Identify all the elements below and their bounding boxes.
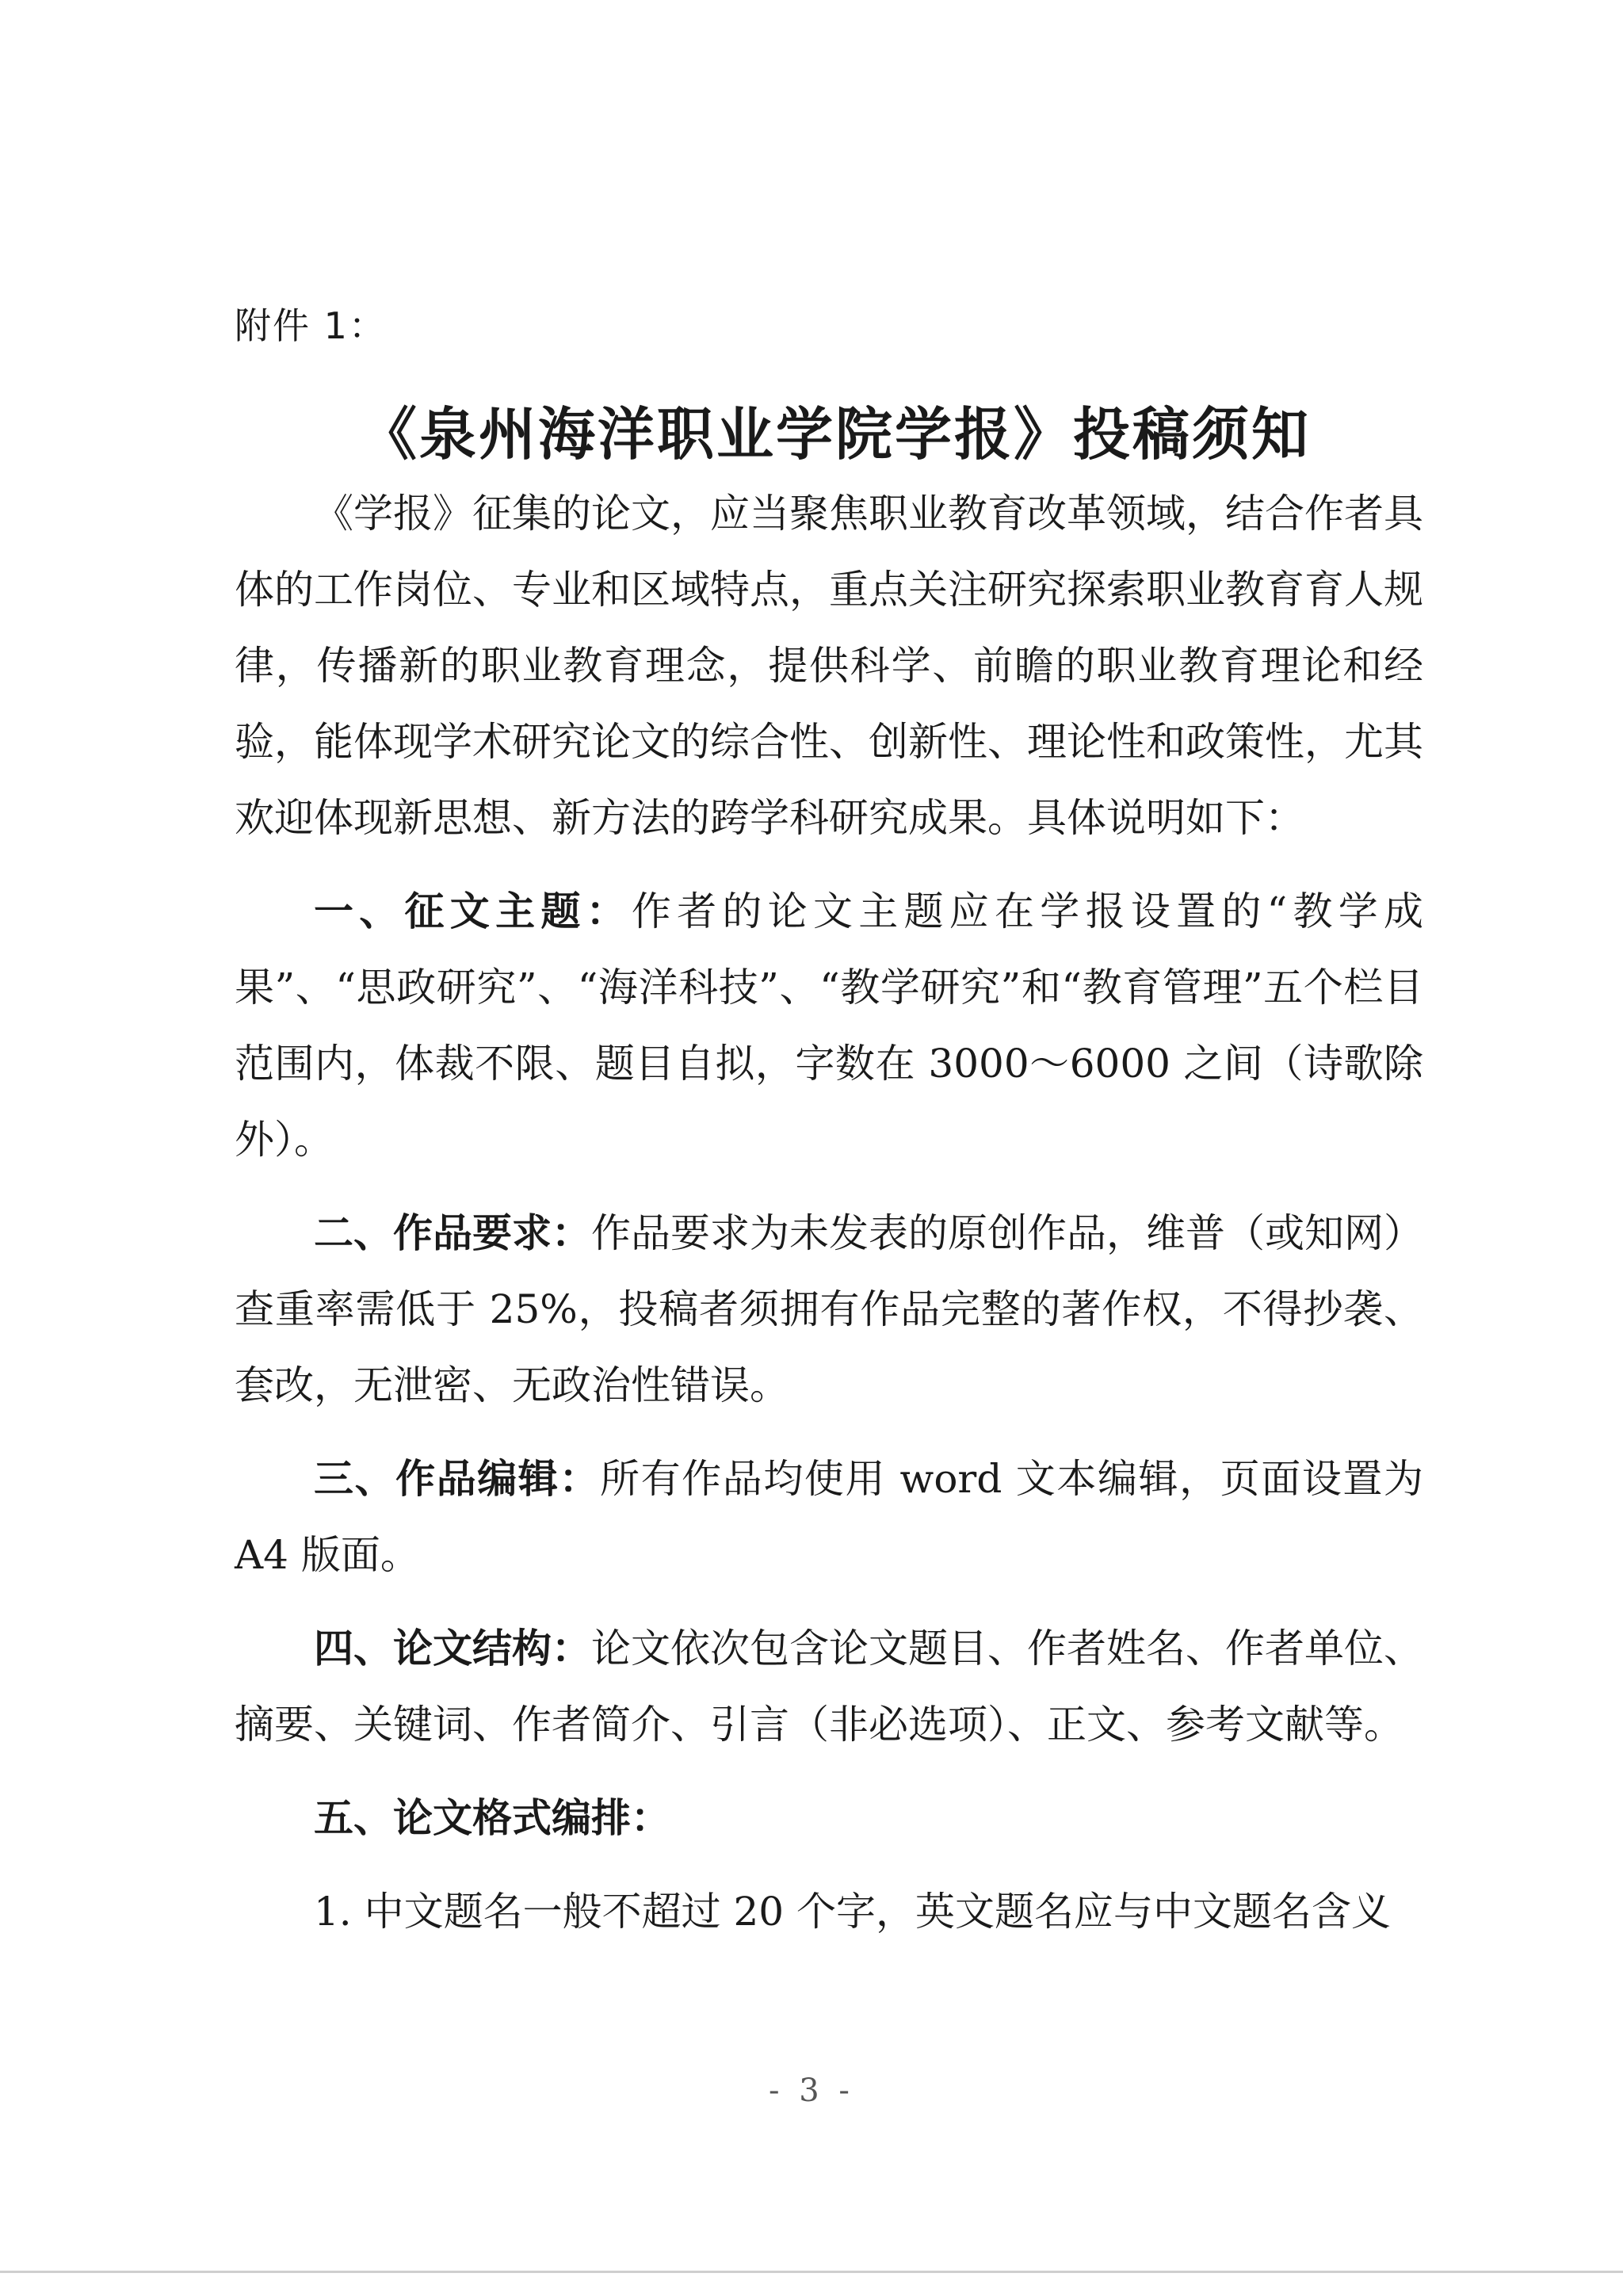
page-number: - 3 - xyxy=(769,2073,854,2109)
section-heading: 三、作品编辑： xyxy=(314,1456,601,1502)
section-format xyxy=(235,1780,1423,1856)
format-item-1: 1. 中文题名一般不超过 20 个字，英文题名应与中文题名含义 xyxy=(314,1889,1392,1935)
document-body xyxy=(235,476,1423,1950)
attachment-label: 附件 1： xyxy=(235,304,387,347)
section-text: 所有作品均使用 word 文本编辑，页面设置为 A4 版面。 xyxy=(235,1456,1423,1578)
section-heading: 二、作品要求： xyxy=(314,1210,591,1256)
section-heading: 五、论文格式编排： xyxy=(314,1795,670,1841)
section-heading: 四、论文结构： xyxy=(314,1626,591,1671)
section-text: 论文依次包含论文题目、作者姓名、作者单位、摘要、关键词、作者简介、引言（非必选项）、正文、参考文献等。 xyxy=(235,1626,1423,1748)
section-theme xyxy=(235,873,1423,1178)
section-text: 作品要求为未发表的原创作品，维普（或知网）查重率需低于 25%，投稿者须拥有作品完整的著作权，不得抄袭、套改，无泄密、无政治性错误。 xyxy=(235,1210,1423,1408)
section-editing xyxy=(235,1441,1423,1593)
document-title: 《泉州海洋职业学院学报》投稿须知 xyxy=(359,400,1311,468)
section-heading: 一、征文主题： xyxy=(314,888,632,934)
scan-edge-line xyxy=(0,2271,1623,2273)
section-requirements xyxy=(235,1195,1423,1423)
intro-paragraph: 《学报》征集的论文，应当聚焦职业教育改革领域，结合作者具体的工作岗位、专业和区域特点，重点关注研究探索职业教育育人规律，传播新的职业教育理念，提供科学、前瞻的职业教育理论和经验，能体现学术研究论文的综合性、创新性、理论性和政策性，尤其欢迎体现新思想、新方法的跨学科研究成果。具体说明如下： xyxy=(235,491,1423,841)
section-structure xyxy=(235,1610,1423,1763)
section-text: 作者的论文主题应在学报设置的“教学成果”、“思政研究”、“海洋科技”、“教学研究”和“教育管理”五个栏目范围内，体裁不限、题目自拟，字数在 3000～6000 之间（诗歌除外）。 xyxy=(235,888,1424,1163)
